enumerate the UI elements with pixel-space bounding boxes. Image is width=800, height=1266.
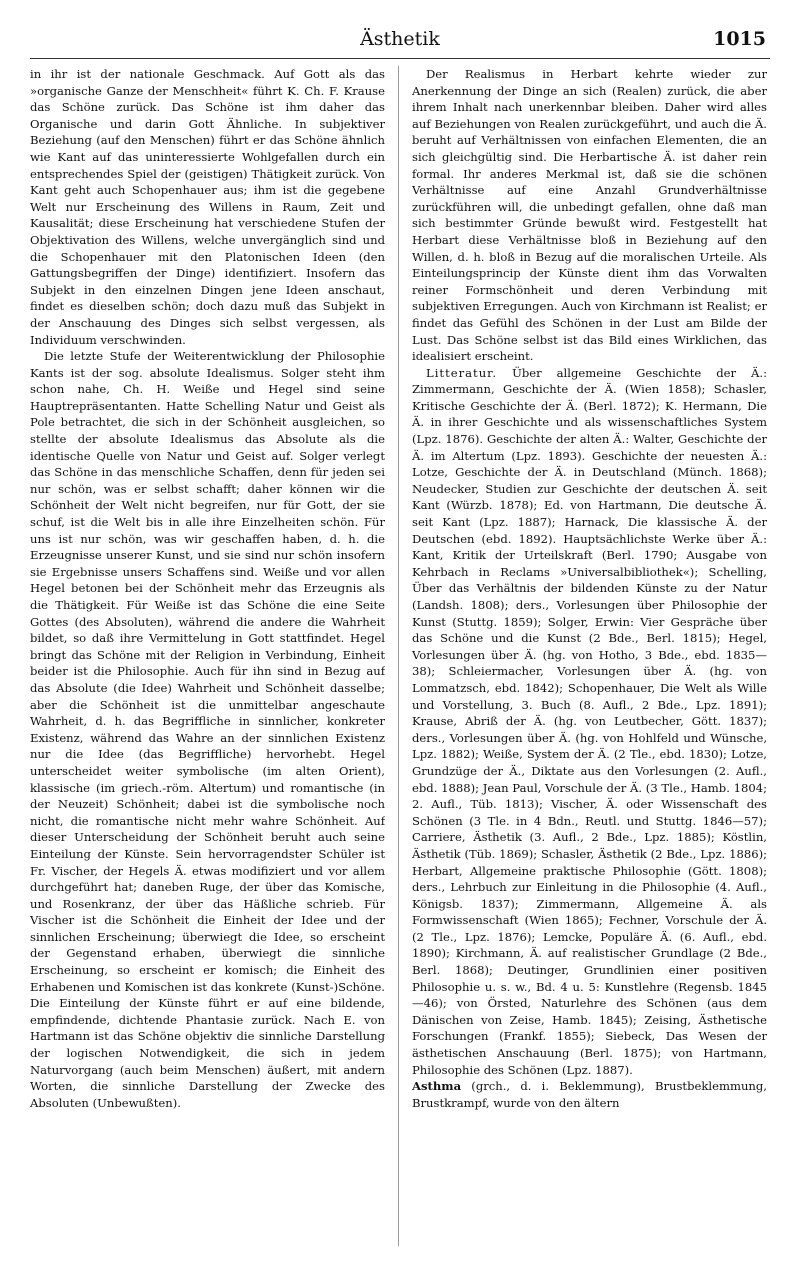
paragraph: Die letzte Stufe der Weiterentwicklung der Philosophie Kants ist der sog. absolute Idealismus. Solger steht ihm schon nahe, Ch. H. Weiße und Hegel sind seine Hauptrepräsentanten. Hatte Schelling Natur und Geist als Pole betrachtet, die sich in der Schönheit ausgleichen, so stellte der absolute Idealismus das Absolute als die identische Quelle von Natur und Geist auf. Solger verlegt das Schöne in das menschliche Schaffen, denn für jeden sei nur schön, was er selbst schafft; daher können wir die Schönheit der Welt nicht begreifen, nur für Gott, der sie schuf, ist die Welt bis in alle ihre Einzelheiten schön. Für uns ist nur schön, was wir geschaffen haben, d. h. die Erzeugnisse unserer Kunst, und sie sind nur schön insofern sie Ergebnisse unsers Schaffens sind. Weiße und vor allen Hegel betonen bei der Schönheit mehr das Erzeugnis als die Thätigkeit. Für Weiße ist das Schöne die eine Seite Gottes (des Absoluten), während die andere die Wahrheit bildet, so daß ihre Vermittelung in Gott stattfindet. Hegel bringt das Schöne mit der Religion in Verbindung, Einheit beider ist die Philosophie. Auch für ihn sind in Bezug auf das Absolute (die Idee) Wahrheit und Schönheit dasselbe; aber die Schönheit ist die unmittelbar angeschaute Wahrheit, d. h. das Begriffliche in sinnlicher, konkreter Existenz, während das Wahre an der sinnlichen Existenz nur die Idee (das Begriffliche) hervorhebt. Hegel unterscheidet weiter symbolische (im alten Orient), klassische (im griech.-röm. Altertum) und romantische (in der Neuzeit) Schönheit; dabei ist die symbolische noch nicht, die romantische nicht mehr wahre Schönheit. Auf dieser Unterscheidung der Schönheit beruht auch seine Einteilung der Künste. Sein hervorragendster Schüler ist Fr. Vischer, der Hegels Ä. etwas modifiziert und vor allem durchgeführt hat; daneben Ruge, der über das Komische, und Rosenkranz, der über das Häßliche schrieb. Für Vischer ist die Schönheit die Einheit der Idee und der sinnlichen Erscheinung; überwiegt die Idee, so erscheint der Gegenstand erhaben, überwiegt die sinnliche Erscheinung, so erscheint er komisch; die Einheit des Erhabenen und Komischen ist das konkrete (Kunst-)Schöne. Die Einteilung der Künste führt er auf eine bildende, empfindende, dichtende Phantasie zurück. Nach E. von Hartmann ist das Schöne objektiv die sinnliche Darstellung der logischen Notwendigkeit, die sich in jedem Naturvorgang (auch beim Menschen) äußert, mit andern Worten, die sinnliche Darstellung der Zwecke des Absoluten (Unbewußten). <box>30 349 385 1110</box>
left-column <box>30 66 385 1246</box>
column-divider <box>398 66 399 1246</box>
page-header <box>30 26 770 59</box>
literature-text: Über allgemeine Geschichte der Ä.: Zimmermann, Geschichte der Ä. (Wien 1858); Schasler, Kritische Geschichte der Ä. (Berl. 1872); K. Hermann, Die Ä. in ihrer Geschichte und als wissenschaftliches System (Lpz. 1876). Geschichte der alten Ä.: Walter, Geschichte der Ä. im Altertum (Lpz. 1893). Geschichte der neuesten Ä.: Lotze, Geschichte der Ä. in Deutschland (Münch. 1868); Neudecker, Studien zur Geschichte der deutschen Ä. seit Kant (Würzb. 1878); Ed. von Hartmann, Die deutsche Ä. seit Kant (Lpz. 1887); Harnack, Die klassische Ä. der Deutschen (ebd. 1892). Hauptsächlichste Werke über Ä.: Kant, Kritik der Urteilskraft (Berl. 1790; Ausgabe von Kehrbach in Reclams »Universalbibliothek«); Schelling, Über das Verhältnis der bildenden Künste zu der Natur (Landsh. 1808); ders., Vorlesungen über Philosophie der Kunst (Stuttg. 1859); Solger, Erwin: Vier Gespräche über das Schöne und die Kunst (2 Bde., Berl. 1815); Hegel, Vorlesungen über Ä. (hg. von Hotho, 3 Bde., ebd. 1835—38); Schleiermacher, Vorlesungen über Ä. (hg. von Lommatzsch, ebd. 1842); Schopenhauer, Die Welt als Wille und Vorstellung, 3. Buch (8. Aufl., 2 Bde., Lpz. 1891); Krause, Abriß der Ä. (hg. von Leutbecher, Gött. 1837); ders., Vorlesungen über Ä. (hg. von Hohlfeld und Wünsche, Lpz. 1882); Weiße, System der Ä. (2 Tle., ebd. 1830); Lotze, Grundzüge der Ä., Diktate aus den Vorlesungen (2. Aufl., ebd. 1888); Jean Paul, Vorschule der Ä. (3 Tle., Hamb. 1804; 2. Aufl., Tüb. 1813); Vischer, Ä. oder Wissenschaft des Schönen (3 Tle. in 4 Bdn., Reutl. und Stuttg. 1846—57); Carriere, Ästhetik (3. Aufl., 2 Bde., Lpz. 1885); Köstlin, Ästhetik (Tüb. 1869); Schasler, Ästhetik (2 Bde., Lpz. 1886); Herbart, Allgemeine praktische Philosophie (Gött. 1808); ders., Lehrbuch zur Einleitung in die Philosophie (4. Aufl., Königsb. 1837); Zimmermann, Allgemeine Ä. als Formwissenschaft (Wien 1865); Fechner, Vorschule der Ä. (2 Tle., Lpz. 1876); Lemcke, Populäre Ä. (6. Aufl., ebd. 1890); Kirchmann, Ä. auf realistischer Grundlage (2 Bde., Berl. 1868); Deutinger, Grundlinien einer positiven Philosophie u. s. w., Bd. 4 u. 5: Kunstlehre (Regensb. 1845—46); von Örsted, Naturlehre des Schönen (aus dem Dänischen von Zeise, Hamb. 1845); Zeising, Ästhetische Forschungen (Frankf. 1855); Siebeck, Das Wesen der ästhetischen Anschauung (Berl. 1875); von Hartmann, Philosophie des Schönen (Lpz. 1887). <box>412 365 767 1077</box>
entry-text: (grch., d. i. Beklemmung), Brustbeklemmung, Brustkrampf, wurde von den ältern <box>412 1079 767 1110</box>
paragraph: Der Realismus in Herbart kehrte wieder zur Anerkennung der Dinge an sich (Realen) zurück, die aber ihrem Inhalt nach unerkennbar bleiben. Daher wird alles auf Beziehungen von Realen zurückgeführt, und auch die Ä. beruht auf Verhältnissen von einfachen Elementen, die an sich gleichgültig sind. Die Herbartische Ä. ist daher rein formal. Ihr anderes Merkmal ist, daß sie die schönen Verhältnisse auf eine Anzahl Grundverhältnisse zurückführen will, die unbedingt gefallen, ohne daß man sich bestimmter Gründe bewußt wird. Festgestellt hat Herbart diese Verhältnisse bloß in Beziehung auf den Willen, d. h. bloß in Bezug auf die moralischen Urteile. Als Einteilungsprincip der Künste dient ihm das Vorwalten reiner Formschönheit und deren Verbindung mit subjektiven Erregungen. Auch von Kirchmann ist Realist; er findet das Gefühl des Schönen in der Lust am Bilde der Lust. Das Schöne selbst ist das Bild eines Wirklichen, das idealisiert erscheint. <box>412 67 767 364</box>
page-number: 1015 <box>713 28 766 50</box>
entry-lemma: Asthma <box>412 1079 462 1094</box>
right-column <box>412 66 767 1246</box>
running-head: Ästhetik <box>360 28 440 50</box>
literature-label: Litteratur. <box>426 365 498 380</box>
entry-paragraph <box>412 1078 767 1111</box>
literature-paragraph <box>412 365 767 1079</box>
paragraph: in ihr ist der nationale Geschmack. Auf Gott als das »organische Ganze der Menschheit« führt K. Ch. F. Krause das Schöne zurück. Das Schöne ist ihm daher das Organische und darin Gott Ähnliche. In subjektiver Beziehung (auf den Menschen) führt er das Schöne ähnlich wie Kant auf das uninteressierte Wohlgefallen durch ein entsprechendes Spiel der (geistigen) Thätigkeit zurück. Von Kant geht auch Schopenhauer aus; ihm ist die gegebene Welt nur Erscheinung des Willens in Raum, Zeit und Kausalität; diese Erscheinung hat verschiedene Stufen der Objektivation des Willens, welche unvergänglich sind und die Schopenhauer mit den Platonischen Ideen (den Gattungsbegriffen der Dinge) identifiziert. Insofern das Subjekt in den einzelnen Dingen jene Ideen anschaut, findet es dieselben schön; doch dazu muß das Subjekt in der Anschauung des Dinges sich selbst vergessen, als Individuum verschwinden. <box>30 67 385 347</box>
